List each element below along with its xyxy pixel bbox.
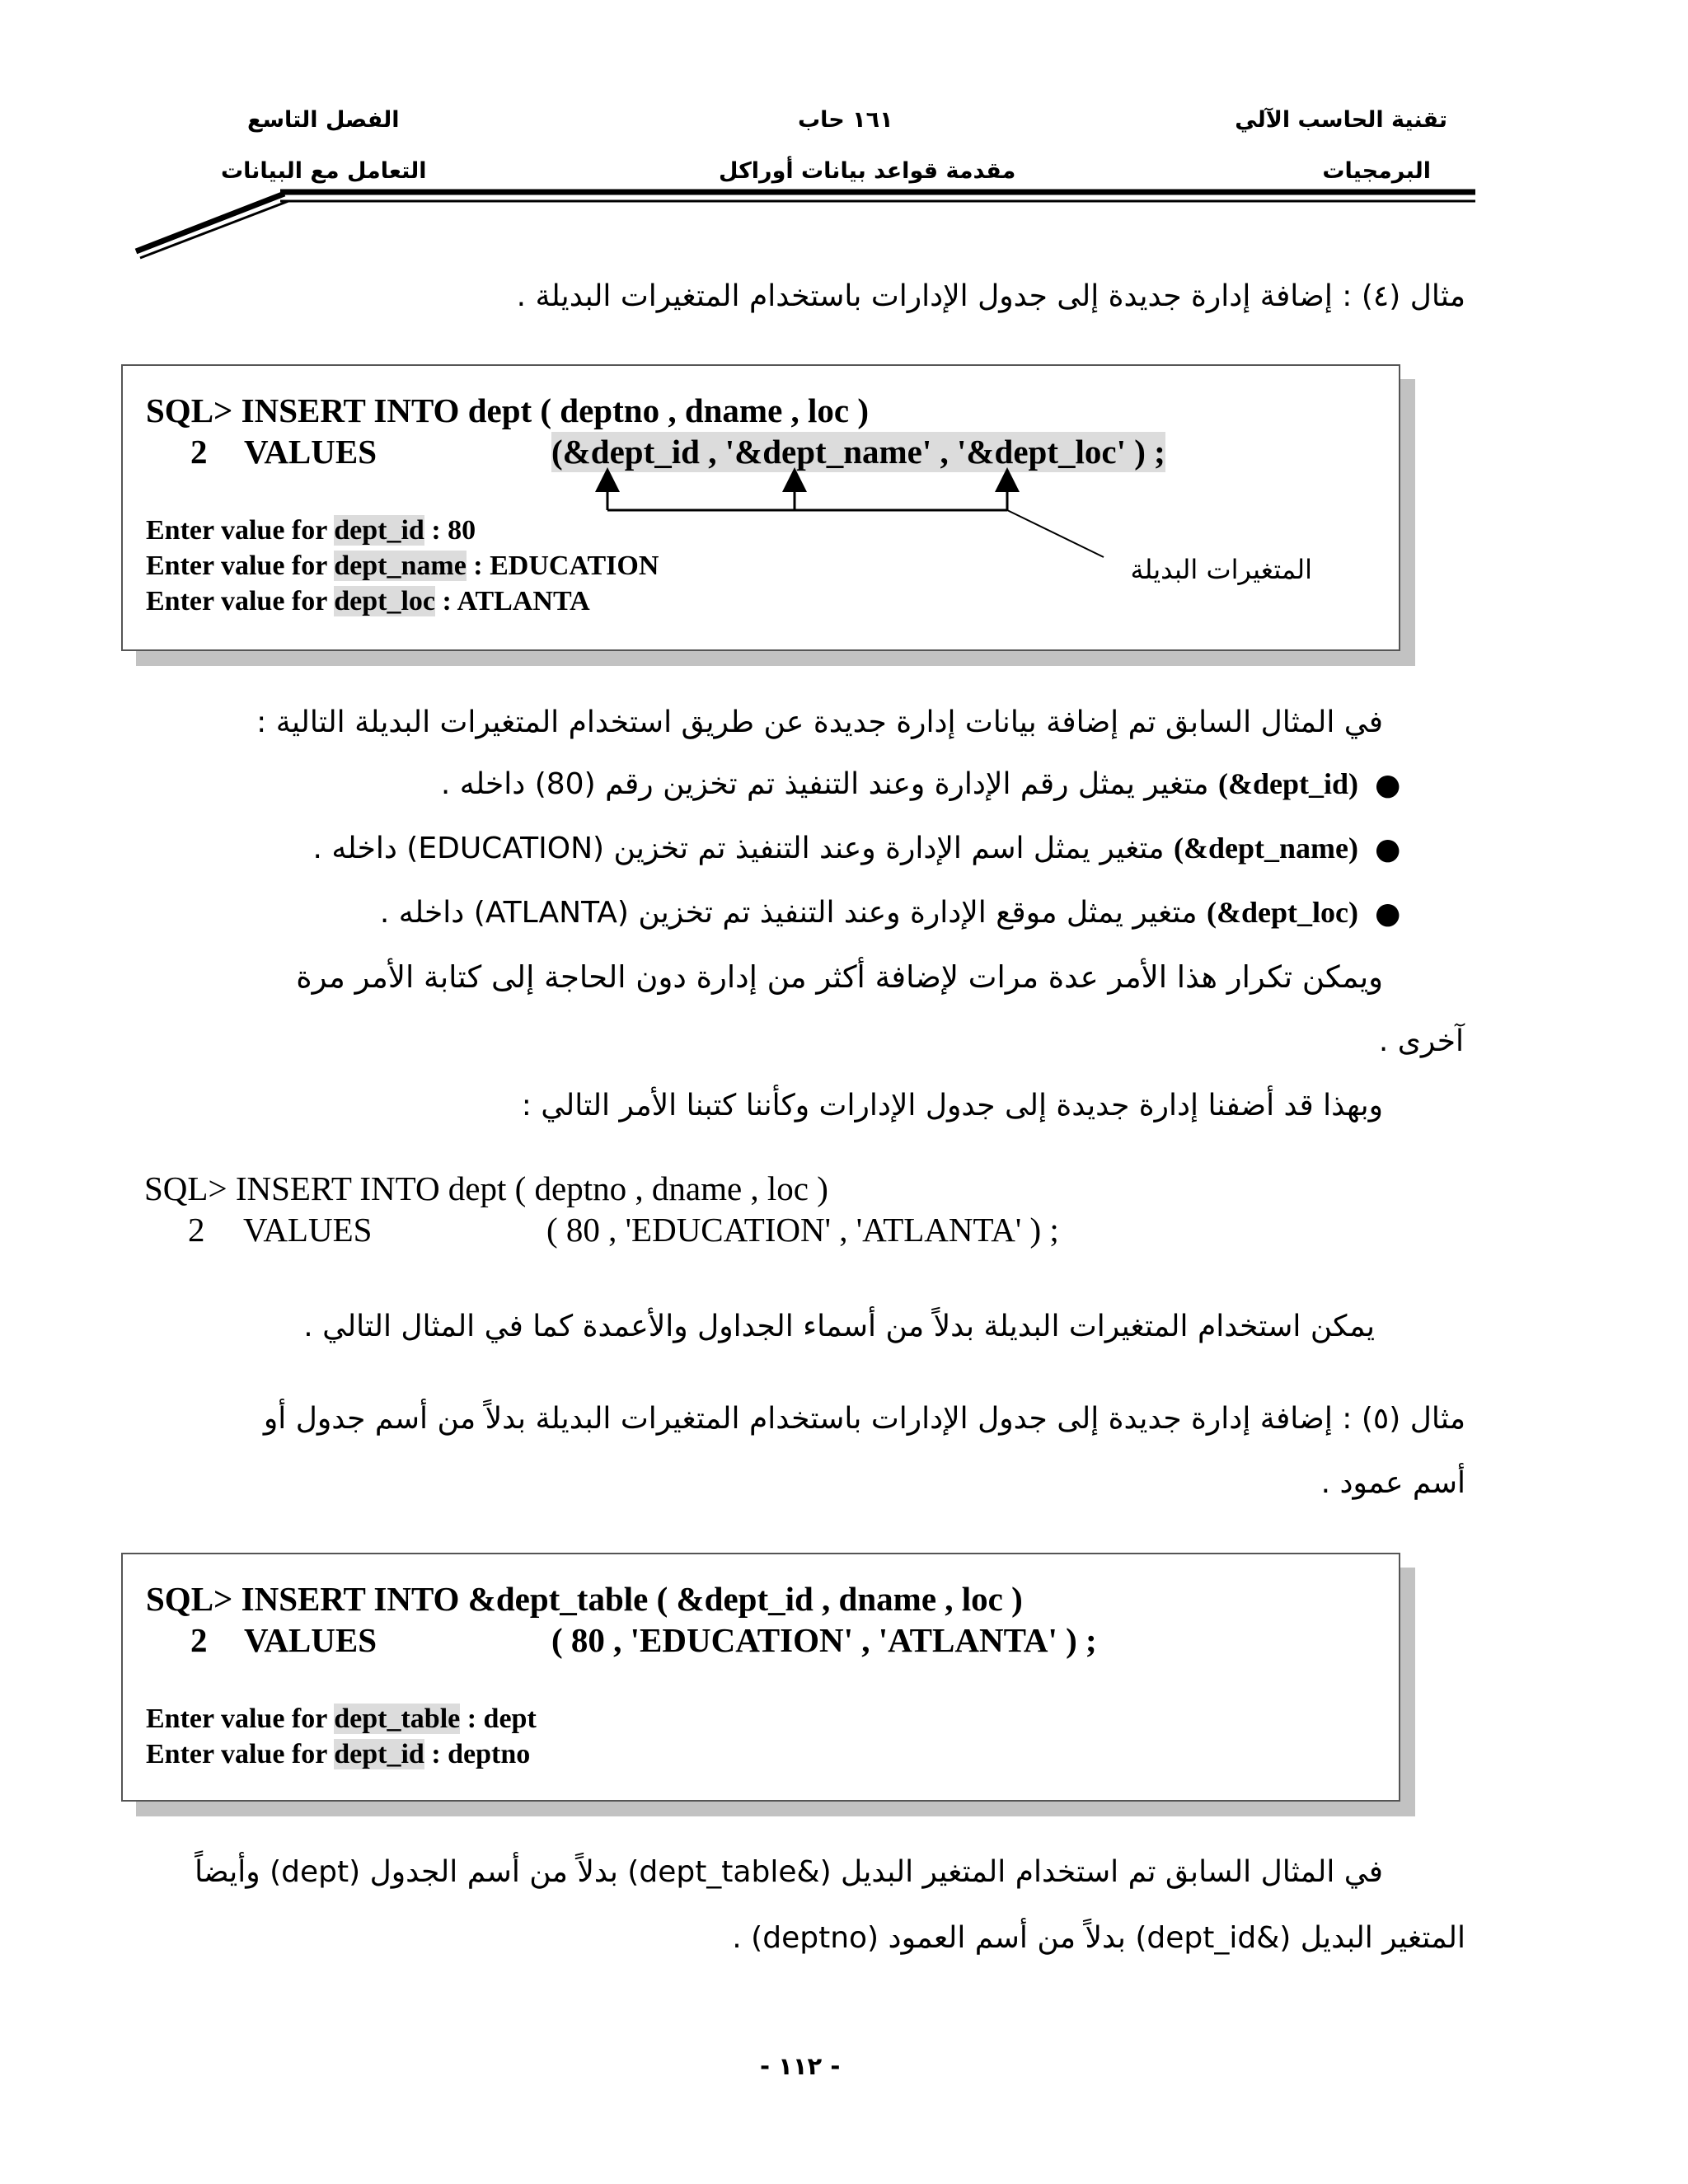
example5-title-line1: مثال (٥) : إضافة إدارة جديدة إلى جدول الإدارات باستخدام المتغيرات البديلة بدلاً من أسم جدول أو: [263, 1402, 1465, 1436]
plain-code-line2-values: ( 80 , 'EDUCATION' , 'ATLANTA' ) ;: [546, 1211, 1059, 1249]
example5-code-box: [121, 1553, 1400, 1802]
substitution-note: يمكن استخدام المتغيرات البديلة بدلاً من أسماء الجداول والأعمدة كما في المثال التالي .: [303, 1310, 1375, 1343]
bullet-dot-2: ●: [1375, 832, 1401, 866]
header-course-title: مقدمة قواعد بيانات أوراكل: [719, 158, 1016, 184]
example4-code-line2-num: 2: [190, 433, 208, 471]
header-course-code: ١٦١ حاب: [798, 107, 893, 133]
page-number: - ١١٢ -: [760, 2052, 841, 2080]
explain-intro: في المثال السابق تم إضافة بيانات إدارة جديدة عن طريق استخدام المتغيرات البديلة التالية :: [256, 705, 1383, 739]
example5-code-line2-keyword: VALUES: [244, 1621, 377, 1659]
explain-paragraph-2: وبهذا قد أضفنا إدارة جديدة إلى جدول الإدارات وكأننا كتبنا الأمر التالي :: [521, 1089, 1383, 1122]
header-chapter-title: التعامل مع البيانات: [221, 158, 427, 184]
plain-code-line1: SQL> INSERT INTO dept ( deptno , dname , loc ): [144, 1169, 828, 1207]
explain-paragraph-line1: ويمكن تكرار هذا الأمر عدة مرات لإضافة أكثر من إدارة دون الحاجة إلى كتابة الأمر مرة: [296, 959, 1383, 995]
example5-prompt-dept-id: Enter value for dept_id : deptno: [146, 1739, 531, 1769]
substitution-variables-label: المتغيرات البديلة: [1130, 554, 1312, 585]
example4-title: مثال (٤) : إضافة إدارة جديدة إلى جدول الإدارات باستخدام المتغيرات البديلة .: [516, 279, 1465, 313]
bullet-dot-3: ●: [1375, 897, 1401, 930]
header-course: البرمجيات: [1322, 158, 1431, 184]
final-paragraph-line2: المتغير البديل (&dept_id) بدلاً من أسم العمود (deptno) .: [732, 1921, 1465, 1955]
bullet-dot-1: ●: [1375, 768, 1401, 802]
example4-prompt-dept-id: Enter value for dept_id : 80: [146, 515, 476, 546]
bullet-dept-loc: (&dept_loc) متغير يمثل موقع الإدارة وعند التنفيذ تم تخزين (ATLANTA) داخله .: [379, 896, 1358, 930]
header-rule: [0, 0, 1688, 280]
example4-code-line2-keyword: VALUES: [244, 433, 377, 471]
example5-code-line2-values: ( 80 , 'EDUCATION' , 'ATLANTA' ) ;: [551, 1621, 1097, 1659]
header-subject: تقنية الحاسب الآلي: [1235, 107, 1447, 133]
example5-prompt-dept-table: Enter value for dept_table : dept: [146, 1704, 537, 1734]
example5-code-line1: SQL> INSERT INTO &dept_table ( &dept_id , dname , loc ): [146, 1580, 1023, 1618]
bullet-dept-name: (&dept_name) متغير يمثل اسم الإدارة وعند التنفيذ تم تخزين (EDUCATION) داخله .: [312, 832, 1358, 865]
explain-paragraph-line2: آخرى .: [1378, 1024, 1464, 1058]
example4-code-box: [121, 364, 1400, 651]
example4-code-line2-values: (&dept_id , '&dept_name' , '&dept_loc' ) ;: [551, 432, 1165, 472]
example5-title-line2: أسم عمود .: [1320, 1466, 1465, 1500]
bullet-dept-id: (&dept_id) متغير يمثل رقم الإدارة وعند التنفيذ تم تخزين رقم (80) داخله .: [440, 767, 1358, 801]
example4-prompt-dept-name: Enter value for dept_name : EDUCATION: [146, 551, 659, 581]
example4-prompt-dept-loc: Enter value for dept_loc : ATLANTA: [146, 586, 590, 616]
example5-code-line2-num: 2: [190, 1621, 208, 1659]
header-chapter: الفصل التاسع: [247, 107, 400, 133]
plain-code-line2-keyword: VALUES: [243, 1211, 373, 1249]
example4-code-line1: SQL> INSERT INTO dept ( deptno , dname , loc ): [146, 391, 870, 429]
plain-code-line2-num: 2: [188, 1211, 205, 1249]
final-paragraph-line1: في المثال السابق تم استخدام المتغير البديل (&dept_table) بدلاً من أسم الجدول (dept) وأيضاً: [195, 1855, 1383, 1889]
